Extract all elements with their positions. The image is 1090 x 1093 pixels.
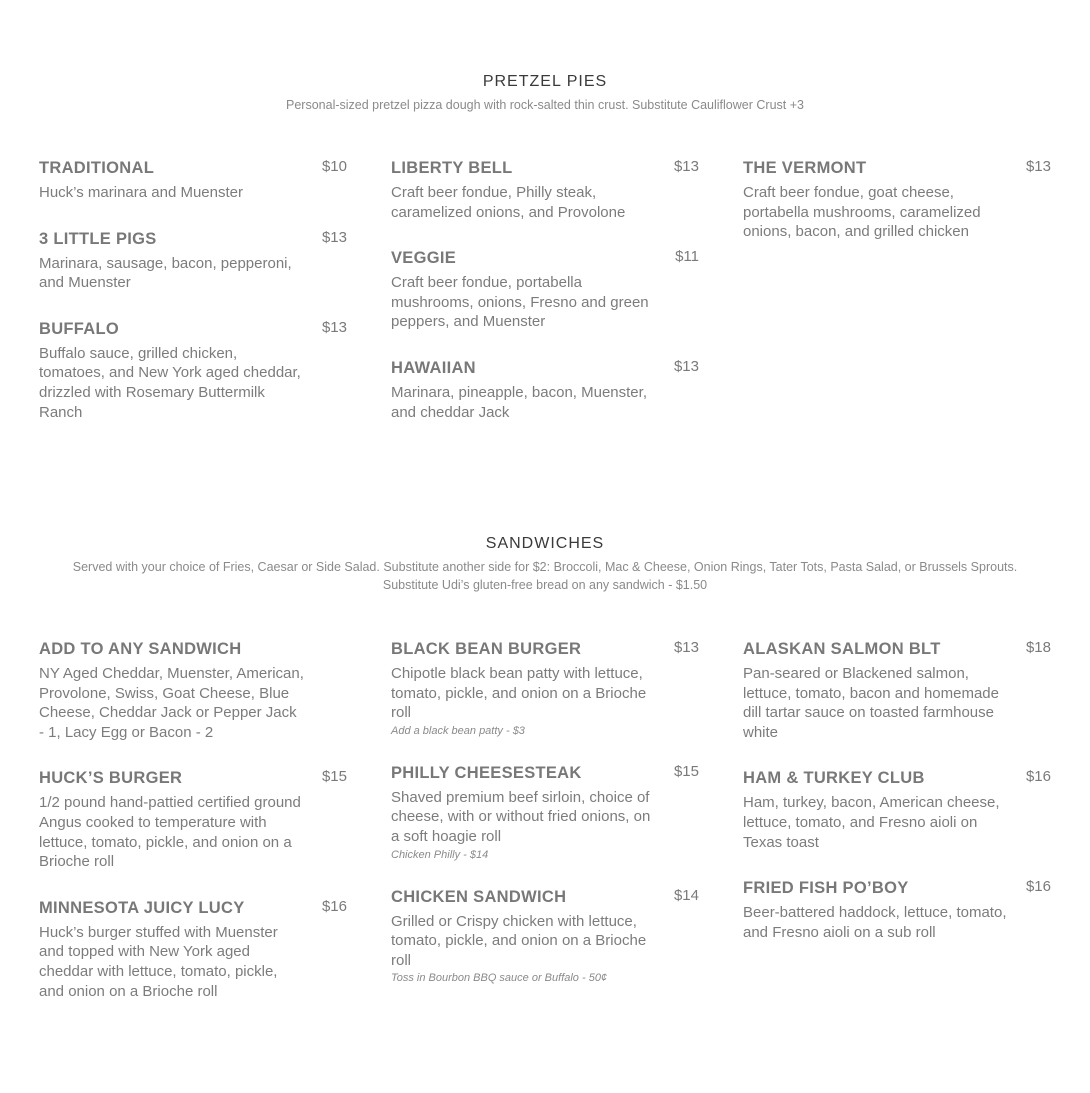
section-subtitle: Personal-sized pretzel pizza dough with rock-salted thin crust. Substitute Cauliflower Crust +3: [286, 98, 804, 112]
menu-item: [39, 319, 347, 422]
item-description: Grilled or Crispy chicken with lettuce, tomato, pickle, and onion on a Brioche roll: [391, 912, 647, 969]
item-description: Huck’s marinara and Muenster: [39, 184, 243, 201]
menu-item: [391, 639, 699, 737]
item-name: FRIED FISH PO’BOY: [743, 879, 909, 898]
menu-item: [39, 229, 347, 293]
item-price: $16: [1025, 878, 1051, 896]
item-price: $11: [675, 248, 699, 266]
item-price: $13: [673, 639, 699, 656]
sandwiches-header: [0, 535, 1090, 594]
item-price: $15: [673, 762, 699, 780]
item-description: Craft beer fondue, Philly steak, caramelized onions, and Provolone: [391, 184, 626, 221]
menu-column: [391, 158, 699, 448]
item-price: $13: [673, 357, 699, 375]
menu-item: [39, 768, 347, 871]
item-price: $15: [321, 768, 347, 786]
menu-item: [391, 358, 699, 422]
item-description: Pan-seared or Blackened salmon, lettuce, tomato, bacon and homemade dill tartar sauce on toasted farmhouse white: [743, 665, 999, 741]
item-price: $13: [673, 158, 699, 175]
item-name: ADD TO ANY SANDWICH: [39, 640, 242, 658]
item-name: CHICKEN SANDWICH: [391, 887, 567, 906]
item-note: Add a black bean patty - $3: [391, 724, 525, 737]
section-subtitle: Served with your choice of Fries, Caesar or Side Salad. Substitute another side for $2: Broccoli, Mac & Cheese, Onion Rings, Tater Tots, Pasta Salad, or Brussels Sprouts. Substitute Udi’s gluten-free bread on any sandwich - $1.50: [72, 560, 1018, 592]
item-price: $18: [1025, 639, 1051, 656]
item-description: Huck’s burger stuffed with Muenster and topped with New York aged cheddar with lettuce, tomato, pickle, and onion on a Brioche roll: [39, 923, 278, 1000]
item-name: ALASKAN SALMON BLT: [743, 640, 941, 658]
menu-column: [39, 158, 347, 448]
menu-item: [391, 887, 699, 985]
item-description: Craft beer fondue, portabella mushrooms, onions, Fresno and green peppers, and Muenster: [391, 274, 649, 331]
menu-item: [743, 158, 1051, 242]
section-title: SANDWICHES: [485, 535, 605, 552]
item-name: HAM & TURKEY CLUB: [743, 769, 925, 788]
item-description: Marinara, pineapple, bacon, Muenster, and cheddar Jack: [391, 383, 647, 421]
item-name: PHILLY CHEESESTEAK: [391, 763, 582, 782]
pretzel-pies-header: [0, 73, 1090, 114]
item-description: Chipotle black bean patty with lettuce, tomato, pickle, and onion on a Brioche roll: [391, 665, 647, 722]
menu-item: [743, 878, 1051, 942]
item-note: Toss in Bourbon BBQ sauce or Buffalo - 50¢: [391, 972, 608, 985]
item-name: VEGGIE: [391, 249, 457, 268]
item-description: Marinara, sausage, bacon, pepperoni, and Muenster: [39, 254, 292, 292]
section-title: PRETZEL PIES: [482, 73, 608, 90]
item-description: 1/2 pound hand-pattied certified ground Angus cooked to temperature with lettuce, tomato, pickle, and onion on a Brioche roll: [39, 794, 301, 871]
item-name: HAWAIIAN: [391, 358, 476, 377]
item-description: Shaved premium beef sirloin, choice of cheese, with or without fried onions, on a soft hoagie roll: [391, 788, 651, 845]
item-price: $13: [1025, 158, 1051, 175]
item-price: $13: [321, 318, 347, 336]
menu-item: [391, 158, 699, 222]
menu-item: [743, 639, 1051, 742]
item-price: $14: [673, 886, 699, 904]
item-description: Craft beer fondue, goat cheese, portabella mushrooms, caramelized onions, bacon, and grilled chicken: [743, 184, 981, 241]
menu-item: [743, 768, 1051, 852]
item-name: BUFFALO: [39, 319, 120, 338]
menu-item: [39, 639, 347, 742]
item-description: Beer-battered haddock, lettuce, tomato, and Fresno aioli on a sub roll: [743, 904, 1007, 941]
item-name: BLACK BEAN BURGER: [391, 640, 582, 658]
item-name: 3 LITTLE PIGS: [39, 229, 157, 248]
item-description: Ham, turkey, bacon, American cheese, lettuce, tomato, and Fresno aioli on Texas toast: [743, 794, 1000, 851]
item-price: $16: [321, 897, 347, 915]
menu-column: [743, 639, 1051, 968]
menu-column: [743, 158, 1051, 268]
menu-column: [39, 639, 347, 1027]
item-description: Buffalo sauce, grilled chicken, tomatoes, and New York aged cheddar, drizzled with Rosemary Buttermilk Ranch: [39, 344, 301, 421]
item-price: $13: [321, 228, 347, 246]
item-price: $10: [321, 158, 347, 175]
menu-item: [391, 248, 699, 332]
item-price: $16: [1025, 768, 1051, 786]
item-name: LIBERTY BELL: [391, 159, 513, 177]
menu-item: [39, 898, 347, 1001]
item-note: Chicken Philly - $14: [391, 848, 489, 861]
item-name: TRADITIONAL: [39, 159, 155, 177]
menu-column: [391, 639, 699, 1010]
menu-item: [39, 158, 347, 203]
item-description: NY Aged Cheddar, Muenster, American, Provolone, Swiss, Goat Cheese, Blue Cheese, Cheddar Jack or Pepper Jack - 1, Lacy Egg or Bacon - 2: [39, 665, 304, 741]
item-name: THE VERMONT: [743, 159, 867, 177]
item-name: MINNESOTA JUICY LUCY: [39, 898, 245, 917]
menu-item: [391, 763, 699, 861]
item-name: HUCK’S BURGER: [39, 769, 183, 788]
